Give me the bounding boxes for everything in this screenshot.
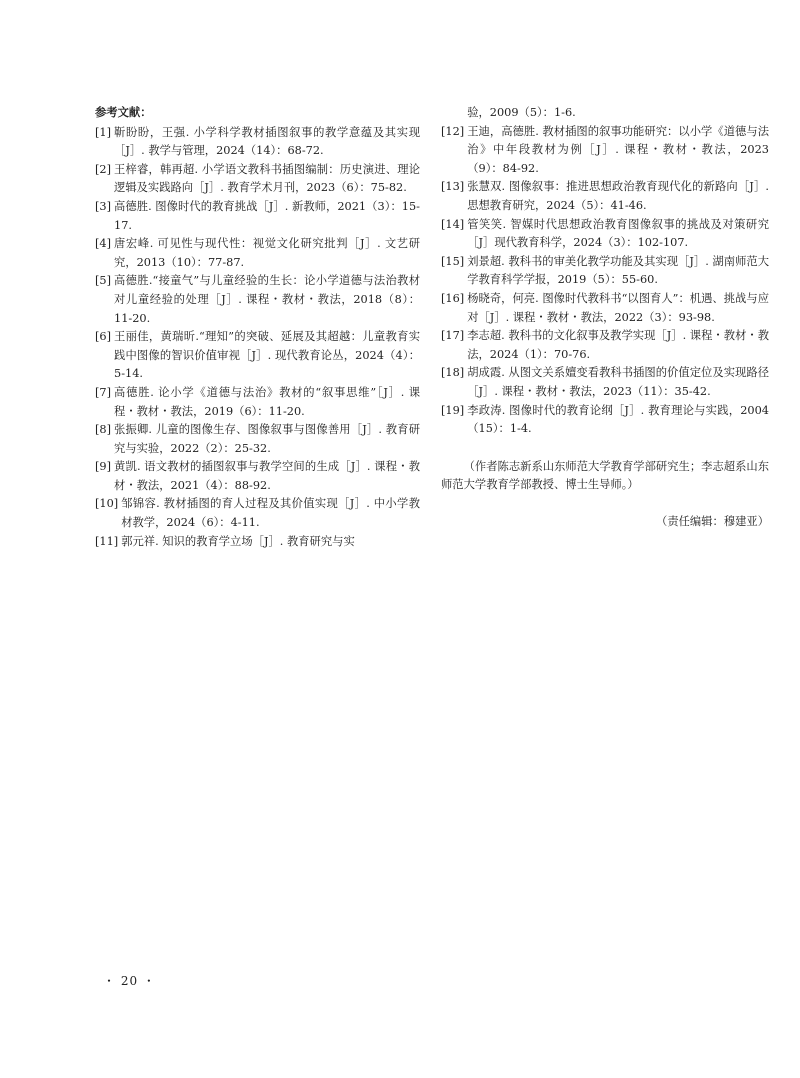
reference-item [441,253,769,290]
reference-number: [15] [441,254,465,268]
reference-text: 郭元祥. 知识的教育学立场［J］. 教育研究与实 [121,534,355,548]
reference-number: [4] [95,237,112,251]
reference-number: [14] [441,217,465,231]
reference-text: 唐宏峰. 可见性与现代性：视觉文化研究批判［J］. 文艺研究，2013（10）：77-87. [114,237,420,269]
reference-number: [7] [95,385,112,399]
reference-text: 张慧双. 图像叙事：推进思想政治教育现代化的新路向［J］. 思想教育研究，2024（5）：41-46. [467,180,769,212]
references-left-column [95,104,420,551]
editor-note: （责任编辑：穆建亚） [656,514,769,528]
reference-item [441,178,769,215]
reference-number: [1] [95,125,112,139]
reference-continuation-text: 验，2009（5）：1-6. [467,106,576,119]
reference-text: 李政涛. 图像时代的教育论纲［J］. 教育理论与实践，2004（15）：1-4. [467,403,769,436]
reference-item [95,458,420,495]
reference-number: [16] [441,291,465,305]
reference-item [441,290,769,327]
reference-item [441,216,769,253]
reference-number: [18] [441,366,465,380]
reference-item [441,123,769,179]
reference-text: 靳盼盼，王强. 小学科学教材插图叙事的教学意蕴及其实现［J］. 教学与管理，2024（14）：68-72. [114,125,420,158]
reference-text: 张振卿. 儿童的图像生存、图像叙事与图像善用［J］. 教育研究与实验，2022（2）：25-32. [114,423,420,455]
reference-text: 黄凯. 语文教材的插图叙事与教学空间的生成［J］. 课程・教材・教法，2021（4）：88-92. [114,460,420,492]
reference-number: [12] [441,124,465,138]
reference-number: [11] [95,534,119,548]
reference-text: 李志超. 教科书的文化叙事及教学实现［J］. 课程・教材・教法，2024（1）：70-76. [467,329,769,361]
references-heading: 参考文献： [95,106,152,119]
reference-item [95,384,420,421]
reference-list-right [441,123,769,439]
references-right-column [441,104,769,531]
reference-item [95,272,420,328]
reference-number: [6] [95,330,112,344]
reference-text: 邹锦容. 教材插图的育人过程及其价值实现［J］. 中小学教材教学，2024（6）：4-11. [121,497,420,530]
reference-number: [5] [95,274,112,288]
reference-item [95,328,420,384]
reference-item [95,198,420,235]
reference-item [95,124,420,161]
reference-text: 高德胜.“接童气”与儿童经验的生长：论小学道德与法治教材对儿童经验的处理［J］. 课程・教材・教法，2018（8）：11-20. [114,274,420,325]
reference-item [95,533,420,552]
reference-number: [13] [441,180,465,194]
reference-text: 王迪，高德胜. 教材插图的叙事功能研究：以小学《道德与法治》中年段教材为例［J］. 课程・教材・教法，2023（9）：84-92. [467,124,769,175]
reference-text: 王梓睿，韩再超. 小学语文教科书插图编制：历史演进、理论逻辑及实践路向［J］. 教育学术月刊，2023（6）：75-82. [114,162,420,195]
reference-number: [9] [95,460,112,474]
reference-item [95,235,420,272]
reference-number: [17] [441,329,465,343]
reference-text: 王丽佳，黄瑞昕.“理知”的突破、延展及其超越：儿童教育实践中图像的智识价值审视［J］. 现代教育论丛，2024（4）：5-14. [114,330,420,381]
reference-text: 管笑笑. 智媒时代思想政治教育图像叙事的挑战及对策研究［J］现代教育科学，2024（3）：102-107. [467,217,769,250]
reference-text: 杨晓奇，何亮. 图像时代教科书“以图育人”：机遇、挑战与应对［J］. 课程・教材・教法，2022（3）：93-98. [467,291,769,324]
reference-number: [8] [95,423,112,437]
reference-number: [19] [441,403,465,417]
reference-continuation [441,104,769,123]
reference-item [95,495,420,532]
reference-item [95,161,420,198]
reference-text: 高德胜. 论小学《道德与法治》教材的“叙事思维”［J］. 课程・教材・教法，2019（6）：11-20. [114,385,420,418]
reference-text: 刘景超. 教科书的审美化教学功能及其实现［J］. 湖南师范大学教育科学学报，2019（5）：55-60. [467,254,769,287]
reference-number: [3] [95,199,112,213]
reference-number: [2] [95,162,112,176]
author-note: （作者陈志新系山东师范大学教育学部研究生；李志超系山东师范大学教育学部教授、博士生导师。） [441,459,769,492]
reference-item [441,402,769,439]
reference-item [95,421,420,458]
reference-text: 高德胜. 图像时代的教育挑战［J］. 新教师，2021（3）：15-17. [114,199,420,232]
reference-item [441,364,769,401]
reference-text: 胡成霞. 从图文关系嬗变看教科书插图的价值定位及实现路径［J］. 课程・教材・教法，2023（11）：35-42. [467,366,769,398]
page-number: ・ 20 ・ [103,974,156,988]
reference-number: [10] [95,497,119,511]
reference-list-left [95,124,420,552]
reference-item [441,327,769,364]
